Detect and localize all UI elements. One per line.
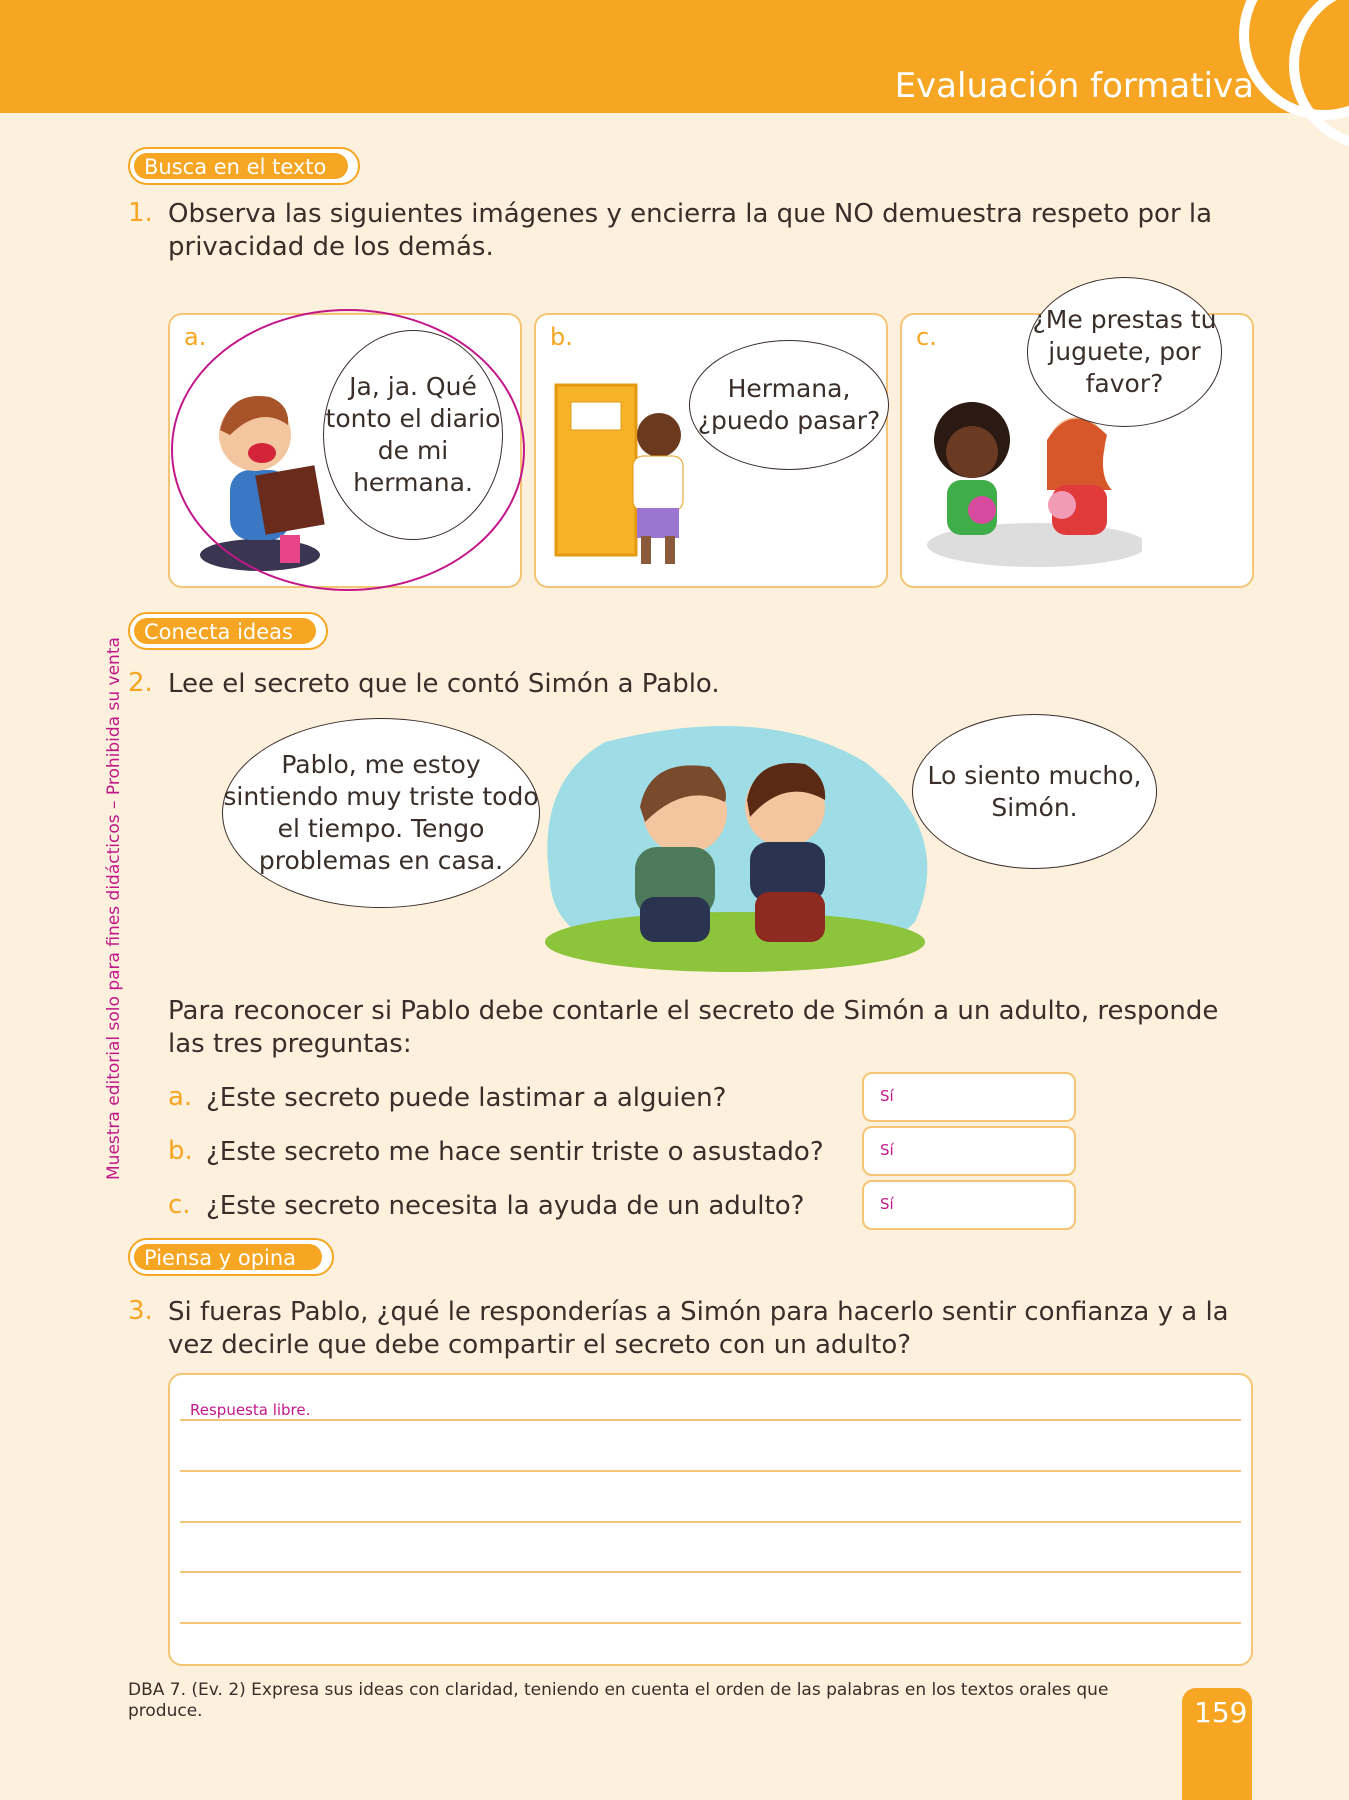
- speech-bubble: ¿Me prestas tu juguete, por favor?: [1027, 277, 1222, 427]
- section-tag-busca: [128, 147, 360, 185]
- item-letter: b.: [168, 1136, 193, 1166]
- section-tag-label: Conecta ideas: [134, 618, 316, 644]
- section-tag-piensa: [128, 1238, 334, 1276]
- question-text: Si fueras Pablo, ¿qué le responderías a Simón para hacerlo sentir confianza y a la vez decirle que debe compartir el secreto con un adulto?: [168, 1297, 1229, 1360]
- item-letter: a.: [168, 1082, 193, 1112]
- panel-b: [534, 313, 888, 588]
- item-question: ¿Este secreto necesita la ayuda de un adulto?: [206, 1191, 805, 1221]
- question-text: Lee el secreto que le contó Simón a Pablo.: [168, 669, 720, 699]
- answer-text: Sí: [880, 1141, 894, 1159]
- section-tag-label: Piensa y opina: [134, 1244, 322, 1270]
- panel-letter: c.: [916, 323, 937, 351]
- page-title: Evaluación formativa: [894, 66, 1254, 106]
- footnote: DBA 7. (Ev. 2) Expresa sus ideas con claridad, teniendo en cuenta el orden de las palabras en los textos orales que produce.: [128, 1680, 1109, 1721]
- section-tag-label: Busca en el texto: [134, 153, 348, 179]
- answer-text: Respuesta libre.: [190, 1401, 311, 1419]
- page-number: 159: [1194, 1696, 1248, 1729]
- speech-bubble: Ja, ja. Qué tonto el diario de mi hermana.: [323, 330, 503, 540]
- item-question: ¿Este secreto me hace sentir triste o asustado?: [206, 1137, 824, 1167]
- question-text: Observa las siguientes imágenes y encierra la que NO demuestra respeto por la privacidad de los demás.: [168, 199, 1213, 262]
- section-tag-conecta: [128, 612, 328, 650]
- answer-box[interactable]: [862, 1072, 1076, 1122]
- page-number-tab: [1182, 1688, 1252, 1800]
- speech-bubble-pablo: Lo siento mucho, Simón.: [912, 714, 1157, 869]
- instruction-text: Para reconocer si Pablo debe contarle el secreto de Simón a un adulto, responde las tres preguntas:: [168, 996, 1219, 1059]
- writing-line: [180, 1571, 1241, 1573]
- answer-box[interactable]: [862, 1126, 1076, 1176]
- writing-line: [180, 1419, 1241, 1421]
- answer-area[interactable]: [168, 1373, 1253, 1666]
- question-number: 2.: [128, 668, 153, 698]
- writing-line: [180, 1470, 1241, 1472]
- child-at-door-illustration: [551, 380, 701, 580]
- two-boys-illustration: [535, 722, 955, 972]
- item-letter: c.: [168, 1190, 191, 1220]
- speech-bubble: Hermana, ¿puedo pasar?: [689, 340, 889, 470]
- panel-letter: a.: [184, 323, 207, 351]
- writing-line: [180, 1622, 1241, 1624]
- writing-line: [180, 1521, 1241, 1523]
- answer-text: Sí: [880, 1195, 894, 1213]
- item-question: ¿Este secreto puede lastimar a alguien?: [206, 1083, 727, 1113]
- speech-bubble-simon: Pablo, me estoy sintiendo muy triste todo el tiempo. Tengo problemas en casa.: [222, 718, 540, 908]
- selection-circle: [168, 305, 534, 595]
- answer-box[interactable]: [862, 1180, 1076, 1230]
- question-number: 3.: [128, 1296, 153, 1326]
- answer-text: Sí: [880, 1087, 894, 1105]
- panel-c: [900, 305, 1254, 588]
- side-note: Muestra editorial solo para fines didácticos – Prohibida su venta: [104, 637, 124, 1180]
- question-number: 1.: [128, 198, 153, 228]
- panel-letter: b.: [550, 323, 573, 351]
